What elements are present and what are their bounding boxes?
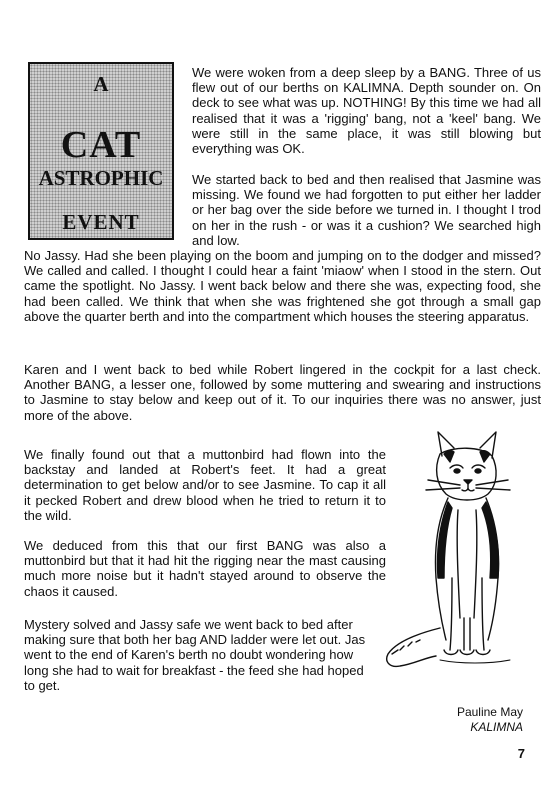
paragraph-muttonbird: We finally found out that a muttonbird had flown into the backstay and landed at Robert's feet. It had a great determination to get below and/or to see Jasmine. To cap it all it pecked Robert and drew blood when he tried to return it to the wild. bbox=[24, 447, 386, 523]
cat-illustration bbox=[380, 428, 545, 680]
page-number: 7 bbox=[517, 746, 525, 761]
title-line-event: EVENT bbox=[62, 210, 140, 234]
paragraph-another-bang: Karen and I went back to bed while Robert lingered in the cockpit for a last check. Another BANG, a lesser one, followed by some muttering and swearing and instructions to Jasmine to stay below and keep out of it. To our inquiries there was no answer, just more of the above. bbox=[24, 362, 541, 423]
title-line-cat: CAT bbox=[60, 124, 142, 166]
author-name: Pauline May bbox=[456, 705, 523, 719]
paragraph-woken-by-bang: We were woken from a deep sleep by a BANG. Three of us flew out of our berths on KALIMNA. Depth sounder on. On deck to see what was up. NOTHING! By this time we had all realised that it was a 'rigging' bang, not a 'keel' bang. We were still in the same place, it was still blowing but everything was OK. bbox=[192, 65, 541, 157]
paragraph-jasmine-missing: We started back to bed and then realised that Jasmine was missing. We found we had forgotten to put either her ladder or her bag over the side before we turned in. I thought I trod on her in the rush - or was it a cushion? We searched high and low. bbox=[192, 172, 541, 248]
title-line-a: A bbox=[93, 72, 109, 96]
paragraph-first-bang-deduction: We deduced from this that our first BANG was also a muttonbird but that it had hit the rigging near the mast causing much more noise but it hadn't stayed around to observe the chaos it caused. bbox=[24, 538, 386, 599]
paragraph-mystery-solved: Mystery solved and Jassy safe we went back to bed after making sure that both her bag AND ladder were let out. Jas went to the end of Karen's berth no doubt wondering how long she had to wait for breakfast - the feed she had hoped to get. bbox=[24, 617, 366, 693]
title-line-astrophic: ASTROPHIC bbox=[38, 166, 164, 190]
article-title-box bbox=[28, 62, 174, 240]
paragraph-jasmine-missing-continued: No Jassy. Had she been playing on the boom and jumping on to the dodger and missed? We called and called. I thought I could hear a faint 'miaow' when I stood in the stern. Out came the spotlight. No Jassy. I went back below and there she was, expecting food, she had been called. We think that when she was frightened she got through a small gap above the quarter berth and into the compartment which houses the steering apparatus. bbox=[24, 248, 541, 324]
author-signature bbox=[457, 705, 523, 735]
boat-name: KALIMNA bbox=[470, 720, 523, 734]
